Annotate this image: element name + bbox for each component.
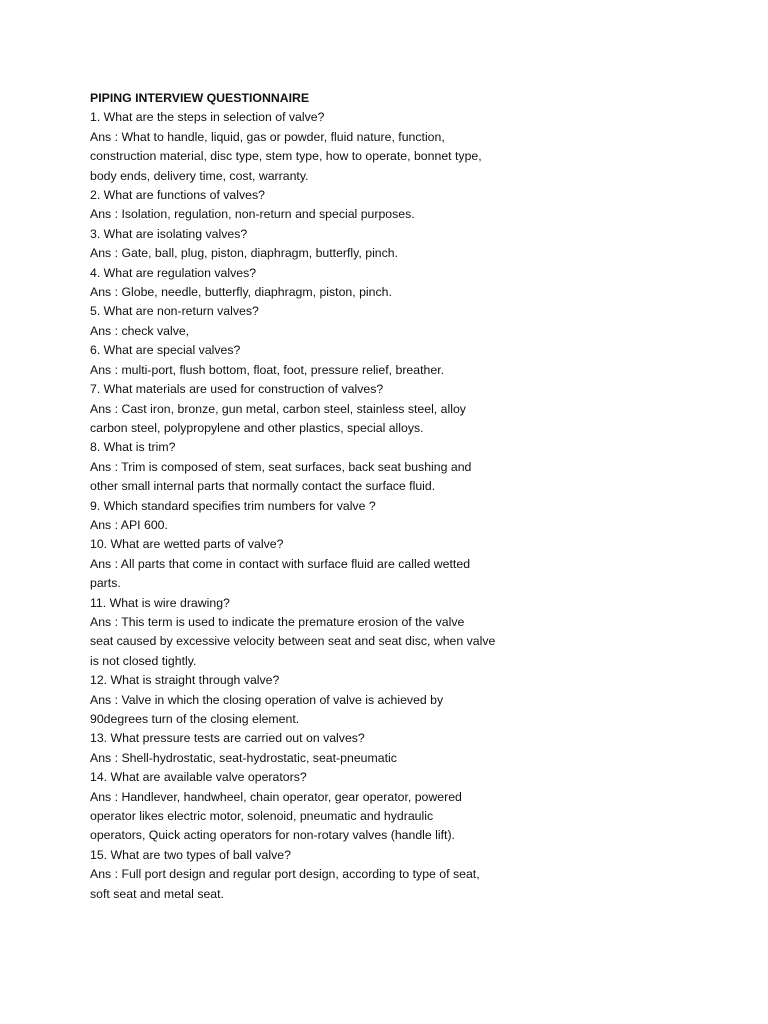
text-line: Ans : This term is used to indicate the premature erosion of the valve — [90, 614, 465, 629]
text-line: Ans : Trim is composed of stem, seat surfaces, back seat bushing and — [90, 459, 472, 474]
text-line: Ans : check valve, — [90, 323, 190, 338]
document-title: PIPING INTERVIEW QUESTIONNAIRE — [90, 91, 310, 105]
text-line: 15. What are two types of ball valve? — [90, 847, 291, 862]
text-line: 6. What are special valves? — [90, 343, 241, 358]
text-line: Ans : Shell-hydrostatic, seat-hydrostatic, seat-pneumatic — [90, 750, 397, 765]
questionnaire-lines — [90, 108, 530, 904]
text-line: 9. Which standard specifies trim numbers for valve ? — [90, 498, 376, 513]
text-line: seat caused by excessive velocity between seat and seat disc, when valve — [90, 634, 496, 649]
text-line: soft seat and metal seat. — [90, 886, 224, 901]
text-line: Ans : All parts that come in contact with surface fluid are called wetted — [90, 556, 471, 571]
text-line: parts. — [90, 576, 121, 591]
text-line: carbon steel, polypropylene and other plastics, special alloys. — [90, 420, 424, 435]
text-line: Ans : API 600. — [90, 517, 168, 532]
text-line: Ans : Cast iron, bronze, gun metal, carbon steel, stainless steel, alloy — [90, 401, 466, 416]
text-line: 2. What are functions of valves? — [90, 188, 265, 203]
text-line: 10. What are wetted parts of valve? — [90, 537, 284, 552]
text-line: Ans : What to handle, liquid, gas or powder, fluid nature, function, — [90, 129, 445, 144]
text-line: Ans : Valve in which the closing operation of valve is achieved by — [90, 692, 444, 707]
text-line: operators, Quick acting operators for non-rotary valves (handle lift). — [90, 828, 455, 843]
text-line: Ans : Globe, needle, butterfly, diaphragm, piston, pinch. — [90, 285, 392, 300]
document-body — [90, 89, 530, 904]
text-line: 12. What is straight through valve? — [90, 673, 280, 688]
text-line: 3. What are isolating valves? — [90, 226, 248, 241]
text-line: 5. What are non-return valves? — [90, 304, 259, 319]
text-line: body ends, delivery time, cost, warranty. — [90, 168, 309, 183]
text-line: Ans : Handlever, handwheel, chain operator, gear operator, powered — [90, 789, 462, 804]
text-line: 1. What are the steps in selection of valve? — [90, 110, 325, 125]
text-line: 11. What is wire drawing? — [90, 595, 230, 610]
text-line: is not closed tightly. — [90, 653, 197, 668]
text-line: 14. What are available valve operators? — [90, 770, 307, 785]
text-line: 4. What are regulation valves? — [90, 265, 257, 280]
text-line: 13. What pressure tests are carried out on valves? — [90, 731, 365, 746]
text-line: 7. What materials are used for construction of valves? — [90, 382, 384, 397]
text-line: 8. What is trim? — [90, 440, 176, 455]
text-line: operator likes electric motor, solenoid, pneumatic and hydraulic — [90, 809, 434, 824]
text-line: Ans : Gate, ball, plug, piston, diaphragm, butterfly, pinch. — [90, 246, 399, 261]
text-line: Ans : multi-port, flush bottom, float, foot, pressure relief, breather. — [90, 362, 445, 377]
text-line: construction material, disc type, stem type, how to operate, bonnet type, — [90, 149, 482, 164]
text-line: Ans : Full port design and regular port design, according to type of seat, — [90, 867, 480, 882]
text-line: other small internal parts that normally contact the surface fluid. — [90, 479, 436, 494]
text-line: Ans : Isolation, regulation, non-return and special purposes. — [90, 207, 415, 222]
text-line: 90degrees turn of the closing element. — [90, 712, 300, 726]
